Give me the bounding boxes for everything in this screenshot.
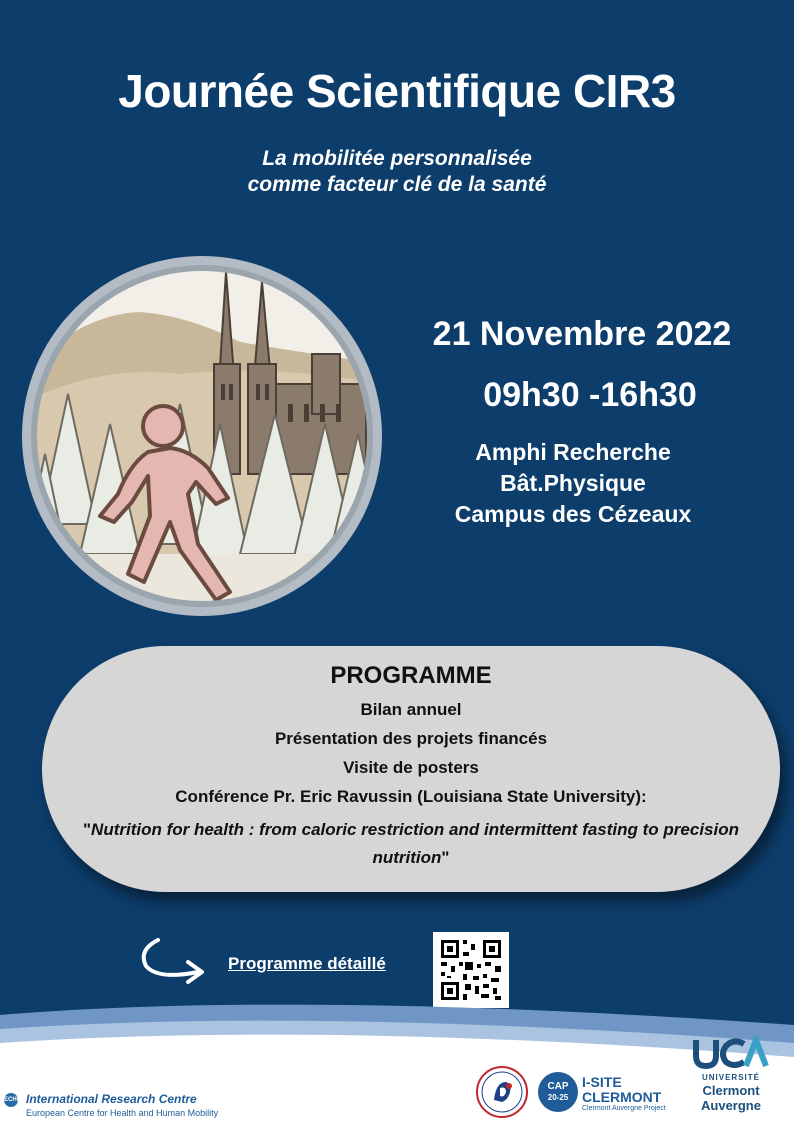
event-time: 09h30 -16h30 <box>483 376 697 414</box>
location-line: Campus des Cézeaux <box>454 501 692 527</box>
uca-logo <box>686 1036 776 1116</box>
conference-title-text: Nutrition for health : from caloric restriction and intermittent fasting to precision nutrition <box>91 820 739 867</box>
isite-line2: CLERMONT <box>582 1089 662 1105</box>
programme-box <box>42 646 780 892</box>
runner-cathedral-illustration <box>20 254 384 618</box>
location-line: Bât.Physique <box>500 470 646 496</box>
isite-clermont-logo <box>538 1070 678 1116</box>
irc-name: International Research Centre <box>26 1092 197 1106</box>
cap-badge <box>538 1072 578 1112</box>
subtitle-line-1: La mobilitée personnalisée <box>262 147 532 170</box>
isite-line3: Clermont Auvergne Project <box>582 1105 666 1112</box>
programme-title: PROGRAMME <box>330 662 492 689</box>
curved-arrow-icon <box>136 934 216 986</box>
uca-line1: UNIVERSITÉ <box>701 1073 760 1082</box>
page-subtitle <box>0 146 794 198</box>
programme-detail-link[interactable]: Programme détaillé <box>228 954 386 973</box>
page-title: Journée Scientifique CIR3 <box>118 65 676 117</box>
investir-avenir-logo <box>476 1066 528 1118</box>
uca-mark-icon <box>692 1036 770 1070</box>
programme-item: Conférence Pr. Eric Ravussin (Louisiana State University): <box>175 787 647 806</box>
conference-title <box>82 816 740 872</box>
quote-open: " <box>82 820 92 839</box>
programme-item: Présentation des projets financés <box>274 729 548 748</box>
quote-close: " <box>441 848 450 867</box>
programme-item: Visite de posters <box>343 758 479 777</box>
subtitle-line-2: comme facteur clé de la santé <box>247 173 547 196</box>
irc-subtitle: European Centre for Health and Human Mobility <box>26 1108 219 1118</box>
uca-line3: Auvergne <box>701 1098 761 1113</box>
irc-badge: ECHM <box>4 1093 18 1107</box>
cap-line1: CAP <box>547 1081 569 1092</box>
event-date: 21 Novembre 2022 <box>432 315 732 353</box>
uca-line2: Clermont <box>702 1083 760 1098</box>
irc-logo <box>4 1091 254 1121</box>
event-location <box>413 437 733 530</box>
isite-line1: I-SITE <box>582 1074 622 1090</box>
cap-line2: 20-25 <box>547 1093 569 1102</box>
location-line: Amphi Recherche <box>475 439 671 465</box>
programme-item: Bilan annuel <box>360 700 462 719</box>
